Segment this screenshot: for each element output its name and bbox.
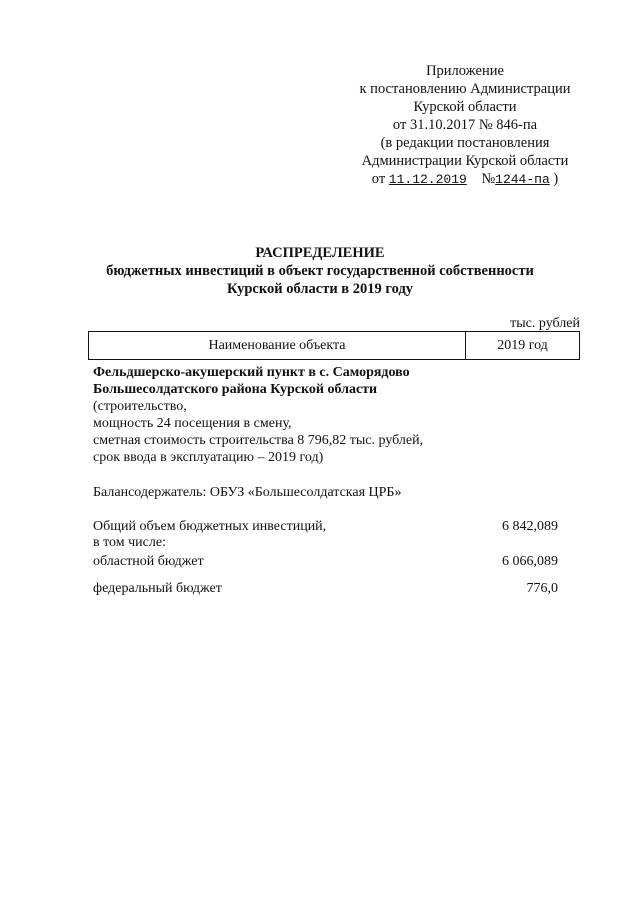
federal-budget-value: 776,0 (526, 581, 558, 596)
object-description (93, 364, 465, 466)
title-heading: РАСПРЕДЕЛЕНИЕ (255, 245, 385, 261)
appendix-edition-date-line (330, 170, 600, 189)
total-investment-row (93, 518, 558, 535)
regional-budget-value: 6 066,089 (502, 554, 558, 569)
appendix-edition-authority: Администрации Курской области (361, 153, 569, 169)
title-subheading: бюджетных инвестиций в объект государственной собственности (106, 263, 534, 279)
edition-suffix: ) (553, 171, 559, 187)
total-investment-label: Общий объем бюджетных инвестиций, (93, 519, 327, 534)
edition-number-prefix: № (481, 171, 496, 187)
object-name-line: Большесолдатского района Курской области (93, 382, 378, 397)
object-detail-line: срок ввода в эксплуатацию – 2019 год) (93, 450, 324, 465)
appendix-resolution-date: от 31.10.2017 № 846-па (392, 117, 538, 133)
federal-budget-label: федеральный бюджет (93, 581, 222, 596)
table-header (88, 331, 580, 360)
appendix-region: Курской области (413, 99, 517, 115)
edition-prefix: от (371, 171, 386, 187)
appendix-block (330, 62, 600, 189)
column-header-name: Наименование объекта (89, 332, 466, 359)
edition-number: 1244-па (495, 172, 550, 187)
object-name-line: Фельдшерско-акушерский пункт в с. Саморядово (93, 365, 410, 380)
object-detail-line: (строительство, (93, 399, 187, 414)
object-detail-line: мощность 24 посещения в смену, (93, 416, 292, 431)
appendix-resolution: к постановлению Администрации (359, 81, 571, 97)
total-investment-value: 6 842,089 (502, 519, 558, 534)
including-label: в том числе: (93, 535, 166, 550)
units-label: тыс. рублей (510, 316, 580, 331)
appendix-title: Приложение (426, 63, 504, 79)
column-header-year: 2019 год (497, 337, 548, 353)
balance-holder: Балансодержатель: ОБУЗ «Большесолдатская ЦРБ» (93, 485, 402, 500)
object-name (93, 364, 465, 398)
appendix-edition: (в редакции постановления (380, 135, 550, 151)
document-title (60, 244, 580, 298)
object-detail-line: сметная стоимость строительства 8 796,82 тыс. рублей, (93, 433, 424, 448)
edition-date: 11.12.2019 (388, 172, 467, 187)
including-row (93, 534, 558, 551)
federal-budget-row (93, 580, 558, 597)
regional-budget-label: областной бюджет (93, 554, 204, 569)
regional-budget-row (93, 553, 558, 570)
title-year: Курской области в 2019 году (226, 281, 414, 297)
